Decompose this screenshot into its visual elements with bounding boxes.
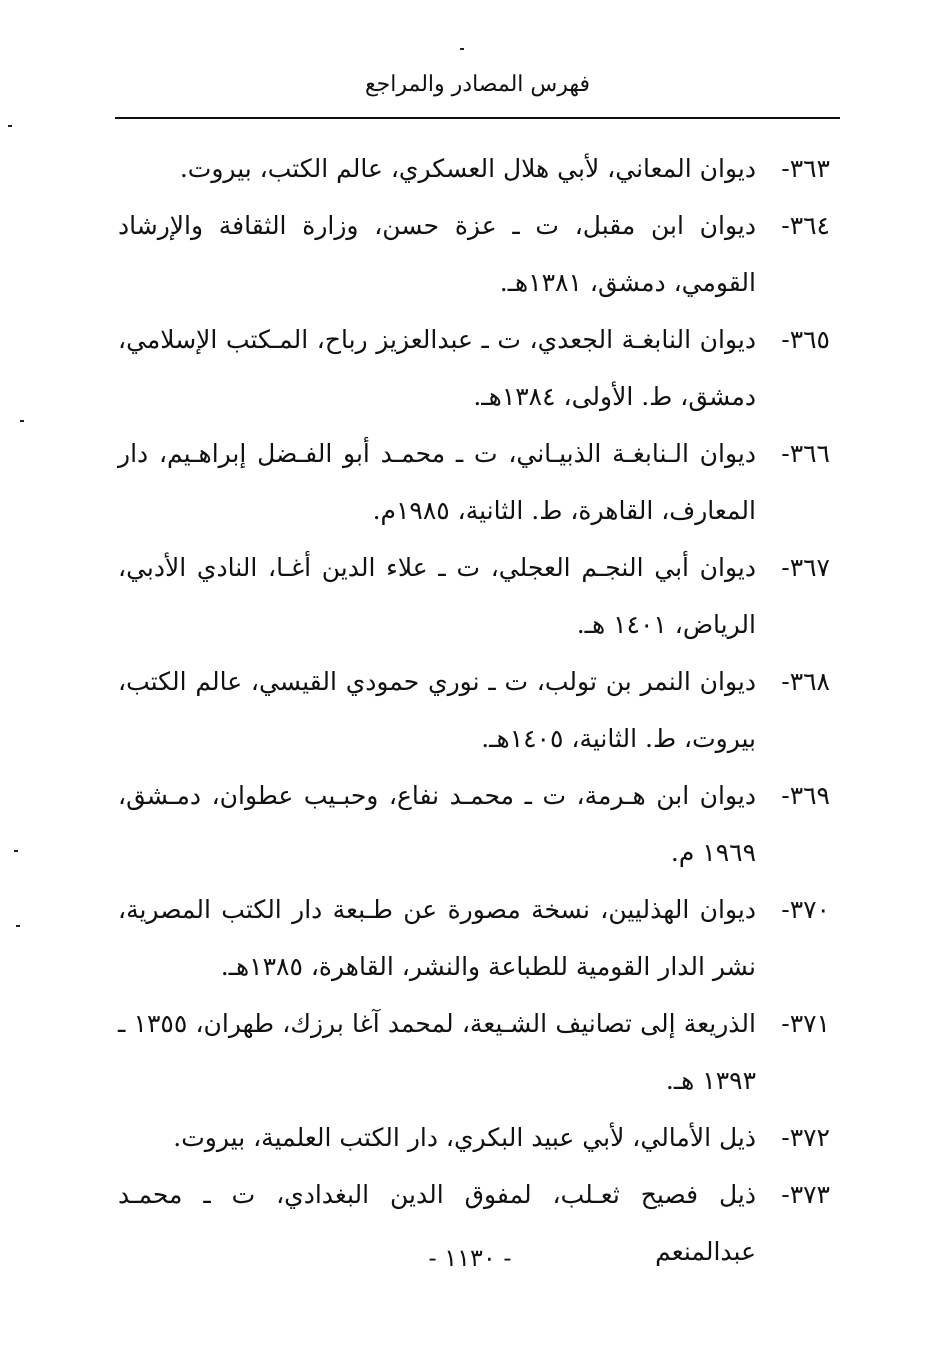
entry-text: ديوان أبي النجـم العجلي، ت ـ علاء الدين أغـا، النادي الأدبي، الرياض، ١٤٠١ هـ. bbox=[118, 553, 756, 639]
entry-number: ٣٦٤- bbox=[781, 211, 830, 240]
entry-number: ٣٧٣- bbox=[781, 1180, 830, 1209]
entry-number: ٣٦٧- bbox=[781, 553, 830, 582]
entry-number: ٣٦٩- bbox=[781, 781, 830, 810]
bibliography-entry-370 bbox=[118, 881, 830, 995]
bibliography-entry-363 bbox=[118, 140, 830, 197]
entry-text: ديوان ابن مقبل، ت ـ عزة حسن، وزارة الثقافة والإرشاد القومي، دمشق، ١٣٨١هـ. bbox=[118, 211, 756, 297]
scan-speck bbox=[20, 420, 24, 422]
entry-text: ديوان الهذليين، نسخة مصورة عن طـبعة دار الكتب المصرية، نشر الدار القومية للطباعة والنشر، القاهرة، ١٣٨٥هـ. bbox=[118, 895, 756, 981]
bibliography-entry-367 bbox=[118, 539, 830, 653]
bibliography-entry-369 bbox=[118, 767, 830, 881]
entry-text: ديوان ابن هـرمة، ت ـ محمـد نفاع، وحبـيب عطوان، دمـشق، ١٩٦٩ م. bbox=[118, 781, 756, 867]
header-rule bbox=[115, 117, 840, 119]
entry-number: ٣٦٨- bbox=[781, 667, 830, 696]
entry-number: ٣٧١- bbox=[781, 1009, 830, 1038]
bibliography-entry-368 bbox=[118, 653, 830, 767]
entry-number: ٣٦٣- bbox=[781, 154, 830, 183]
bibliography-entry-364 bbox=[118, 197, 830, 311]
scan-speck bbox=[460, 48, 464, 50]
entry-text: ذيل الأمالي، لأبي عبيد البكري، دار الكتب العلمية، بيروت. bbox=[173, 1123, 756, 1152]
entry-number: ٣٧٢- bbox=[781, 1123, 830, 1152]
entry-text: ديوان الـنابغـة الذبيـاني، ت ـ محمـد أبو الفـضل إبراهـيم، دار المعارف، القاهرة، ط. الثانية، ١٩٨٥م. bbox=[118, 439, 756, 525]
bibliography-entry-371 bbox=[118, 995, 830, 1109]
entry-text: الذريعة إلى تصانيف الشـيعة، لمحمد آغا برزك، طهران، ١٣٥٥ ـ ١٣٩٣ هـ. bbox=[118, 1009, 756, 1095]
page-number: - ١١٣٠ - bbox=[428, 1244, 512, 1272]
entry-number: ٣٦٦- bbox=[781, 439, 830, 468]
entry-number: ٣٧٠- bbox=[781, 895, 830, 924]
scan-speck bbox=[8, 125, 12, 127]
entry-text: ديوان النمر بن تولب، ت ـ نوري حمودي القيسي، عالم الكتب، بيروت، ط. الثانية، ١٤٠٥هـ. bbox=[118, 667, 756, 753]
bibliography-entry-372 bbox=[118, 1109, 830, 1166]
entry-text: ذيل فصيح ثعـلب، لمفوق الدين البغدادي، ت ـ محمـد عبدالمنعم bbox=[118, 1180, 756, 1266]
bibliography-entry-366 bbox=[118, 425, 830, 539]
scan-speck bbox=[14, 850, 18, 852]
entry-text: ديوان النابغـة الجعدي، ت ـ عبدالعزيز رباح، المـكتب الإسلامي، دمشق، ط. الأولى، ١٣٨٤هـ. bbox=[118, 325, 756, 411]
bibliography-entry-365 bbox=[118, 311, 830, 425]
running-header: فهرس المصادر والمراجع bbox=[364, 72, 591, 97]
entry-number: ٣٦٥- bbox=[781, 325, 830, 354]
bibliography-list bbox=[118, 140, 830, 1280]
entry-text: ديوان المعاني، لأبي هلال العسكري، عالم الكتب، بيروت. bbox=[179, 154, 756, 183]
scan-speck bbox=[16, 925, 20, 927]
